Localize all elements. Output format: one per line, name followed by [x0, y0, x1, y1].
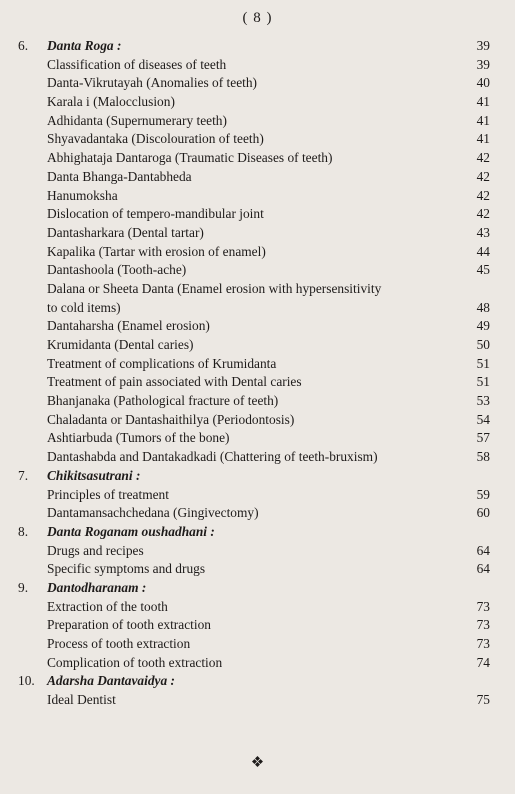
toc-entry: [0, 691, 515, 710]
toc-page-number: 75: [476, 692, 490, 708]
toc-entry-title: Process of tooth extraction: [47, 636, 191, 651]
toc-entry-title: Hanumoksha: [47, 187, 118, 203]
toc-entry: [0, 74, 515, 93]
toc-page-number: 58: [476, 449, 490, 465]
toc-entry-title: Adhidanta (Supernumerary teeth): [47, 112, 227, 128]
toc-entry: [0, 93, 515, 112]
toc-page-number: 64: [476, 542, 490, 558]
toc-page-number: 51: [476, 374, 490, 390]
toc-section-number: 6.: [18, 38, 29, 53]
toc-entry-title: Complication of tooth extraction: [47, 654, 223, 670]
toc-entry: [0, 560, 515, 579]
toc-page-number: 42: [476, 150, 490, 166]
toc-entry-title: Ideal Dentist: [47, 692, 116, 708]
toc-entry-title: Treatment of complications of Krumidanta: [47, 355, 277, 371]
toc-entry-title: Dantaharsha (Enamel erosion): [47, 318, 210, 334]
toc-section-heading: [0, 672, 515, 691]
toc-section-number: 10.: [18, 673, 35, 689]
toc-entry: [0, 56, 515, 75]
toc-entry: [0, 243, 515, 262]
toc-entry: [0, 486, 515, 505]
toc-page-number: 51: [476, 355, 490, 371]
toc-page-number: 49: [476, 318, 490, 334]
toc-entry-title: Specific symptoms and drugs: [47, 561, 206, 577]
toc-section-heading: [0, 523, 515, 542]
toc-page-number: 59: [476, 486, 490, 502]
toc-entry-title: Classification of diseases of teeth: [47, 56, 227, 72]
toc-entry: [0, 317, 515, 336]
toc-entry-title: Bhanjanaka (Pathological fracture of teeth): [47, 393, 279, 409]
toc-page-number: 43: [476, 224, 490, 240]
toc-entry: [0, 411, 515, 430]
toc-page-number: 48: [476, 299, 490, 315]
toc-page-number: 42: [476, 206, 490, 222]
toc-entry: [0, 280, 515, 299]
toc-section-heading: [0, 37, 515, 56]
toc-entry-title: Chaladanta or Dantashaithilya (Periodontosis): [47, 411, 295, 427]
toc-page-number: 42: [476, 187, 490, 203]
page-number: ( 8 ): [242, 10, 273, 26]
toc-entry-title: Extraction of the tooth: [47, 598, 168, 614]
toc-entry-title: Kapalika (Tartar with erosion of enamel): [47, 243, 266, 259]
toc-entry: [0, 635, 515, 654]
toc-entry-title: Dantashabda and Dantakadkadi (Chattering of teeth-bruxism): [47, 449, 378, 465]
toc-page-number: 44: [476, 243, 490, 259]
toc-entry-title: Danta-Vikrutayah (Anomalies of teeth): [47, 75, 258, 91]
toc-entry-title: Dantodharanam :: [47, 579, 147, 595]
toc-entry: [0, 205, 515, 224]
toc-page-number: 41: [476, 94, 490, 110]
toc-entry-title: Dalana or Sheeta Danta (Enamel erosion with hypersensitivity: [47, 280, 382, 296]
toc-page-number: 53: [476, 393, 490, 409]
toc-entry: [0, 112, 515, 131]
toc-section-number: 8.: [18, 523, 29, 539]
toc-page-number: 50: [476, 337, 490, 352]
toc-page-number: 64: [476, 561, 490, 577]
toc-section-number: 9.: [18, 579, 29, 595]
toc-entry: [0, 261, 515, 280]
toc-entry-title: Chikitsasutrani :: [47, 467, 141, 483]
toc-entry-title: Preparation of tooth extraction: [47, 617, 211, 633]
toc-page-number: 60: [476, 505, 490, 521]
toc-entry-title: Danta Bhanga-Dantabheda: [47, 168, 192, 184]
toc-entry: [0, 336, 515, 355]
toc-entry-title: Abhighataja Dantaroga (Traumatic Diseases of teeth): [47, 150, 333, 166]
toc-entry-title: Dantashoola (Tooth-ache): [47, 262, 187, 278]
toc-page-number: 57: [476, 430, 490, 446]
toc-page-number: 73: [476, 598, 490, 614]
toc-entry-title: to cold items): [47, 299, 121, 315]
toc-entry-title: Dantamansachchedana (Gingivectomy): [47, 505, 259, 521]
toc-page-number: 40: [476, 75, 490, 91]
toc-entry-title: Danta Roga :: [47, 38, 122, 53]
toc-entry: [0, 654, 515, 673]
toc-page-number: 42: [476, 168, 490, 184]
toc-page-number: 73: [476, 636, 490, 651]
toc-page-number: 41: [476, 112, 490, 128]
toc-entry: [0, 149, 515, 168]
toc-entry-title: Shyavadantaka (Discolouration of teeth): [47, 131, 264, 147]
toc-page-number: 74: [476, 654, 490, 670]
toc-entry: [0, 187, 515, 206]
toc-entry: [0, 504, 515, 523]
toc-entry: [0, 355, 515, 374]
toc-entry-title: Karala i (Malocclusion): [47, 94, 175, 110]
toc-entry: [0, 616, 515, 635]
toc-page-number: 39: [476, 56, 490, 72]
toc-entry: [0, 392, 515, 411]
toc-entry-title: Dantasharkara (Dental tartar): [47, 224, 204, 240]
table-of-contents: [0, 37, 515, 710]
toc-entry-title: Adarsha Dantavaidya :: [47, 673, 175, 689]
ornament-icon: ❖: [250, 755, 265, 771]
toc-entry-title: Ashtiarbuda (Tumors of the bone): [47, 430, 230, 446]
toc-page-number: 39: [476, 38, 490, 53]
toc-entry: [0, 299, 515, 318]
toc-page-number: 73: [476, 617, 490, 633]
toc-entry-title: Treatment of pain associated with Dental caries: [47, 374, 302, 390]
toc-entry-title: Drugs and recipes: [47, 542, 144, 558]
toc-entry: [0, 373, 515, 392]
toc-entry-title: Danta Roganam oushadhani :: [47, 523, 215, 539]
toc-page-number: 45: [476, 262, 490, 278]
toc-entry: [0, 168, 515, 187]
toc-entry: [0, 542, 515, 561]
toc-entry: [0, 448, 515, 467]
toc-entry: [0, 429, 515, 448]
toc-entry: [0, 598, 515, 617]
toc-entry-title: Dislocation of tempero-mandibular joint: [47, 206, 264, 222]
toc-entry: [0, 130, 515, 149]
toc-entry-title: Krumidanta (Dental caries): [47, 337, 194, 352]
toc-section-number: 7.: [18, 467, 29, 483]
toc-page-number: 54: [476, 411, 490, 427]
toc-entry: [0, 224, 515, 243]
toc-page-number: 41: [476, 131, 490, 147]
toc-section-heading: [0, 579, 515, 598]
toc-entry-title: Principles of treatment: [47, 486, 169, 502]
toc-section-heading: [0, 467, 515, 486]
